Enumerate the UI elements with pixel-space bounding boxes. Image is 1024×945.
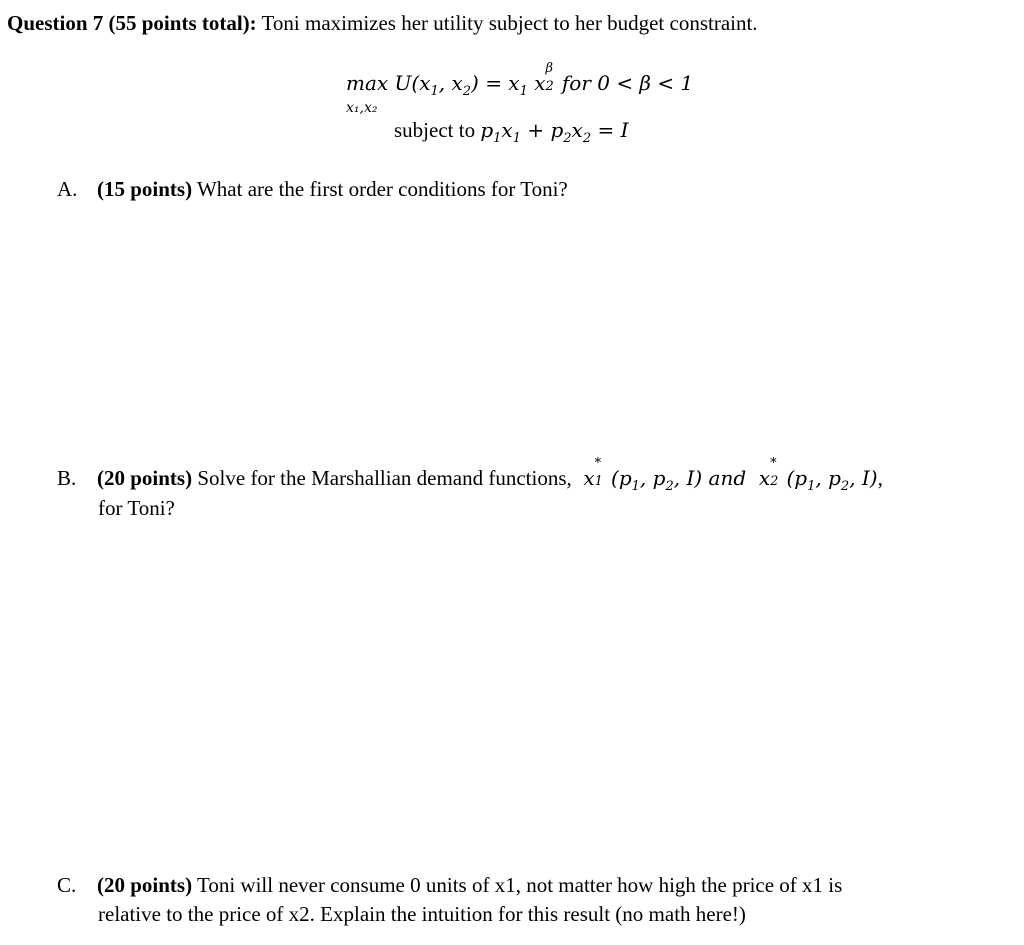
demand-functions: x * 1 ($p_1$, $p_2$, I) and x * 2 ($p_1$, $p_2$, I) <box>577 456 878 494</box>
part-a <box>57 176 568 202</box>
part-c-text-line1: Toni will never consume 0 units of x1, not matter how high the price of x1 is <box>192 873 843 897</box>
part-c-points: (20 points) <box>97 873 193 897</box>
question-heading <box>7 10 758 36</box>
part-a-text: What are the first order conditions for Toni? <box>192 177 568 201</box>
max-operator: max <box>346 71 389 95</box>
budget-constraint: subject to $p_1x_1 + p_2x_2 = I$ <box>394 118 629 146</box>
question-intro-text: Toni maximizes her utility subject to her budget constraint. <box>256 11 758 35</box>
part-a-letter: A. <box>57 177 78 201</box>
part-c-text-line2: relative to the price of x2. Explain the intuition for this result (no math here!) <box>98 902 746 926</box>
constraint-rhs: = I <box>597 118 629 142</box>
part-c <box>57 872 842 898</box>
objective-function: $\max U(x_1$, $x_2) = x_1$ x β 2 for 0 < β < 1 <box>346 61 694 99</box>
and-word: and <box>708 466 747 490</box>
part-b-letter: B. <box>57 466 77 490</box>
objective-lhs: U(x <box>388 71 431 95</box>
part-b-text: Solve for the Marshallian demand functions, <box>192 466 572 490</box>
part-c-letter: C. <box>57 873 77 897</box>
subject-to-label: subject to <box>394 118 481 142</box>
part-b-points: (20 points) <box>97 466 193 490</box>
question-title: Question 7 (55 points total): <box>7 11 257 35</box>
part-b-continuation: for Toni? <box>98 496 175 520</box>
beta-condition: for 0 < β < 1 <box>561 71 694 95</box>
part-b: B. (20 points) Solve for the Marshallian demand functions, x * 1 ($p_1$, $p_2$, I) and x * 2 ($p_1$, $p_2$, I), <box>57 456 883 494</box>
max-subscript: x₁,x₂ <box>346 100 378 116</box>
part-a-points: (15 points) <box>97 177 193 201</box>
